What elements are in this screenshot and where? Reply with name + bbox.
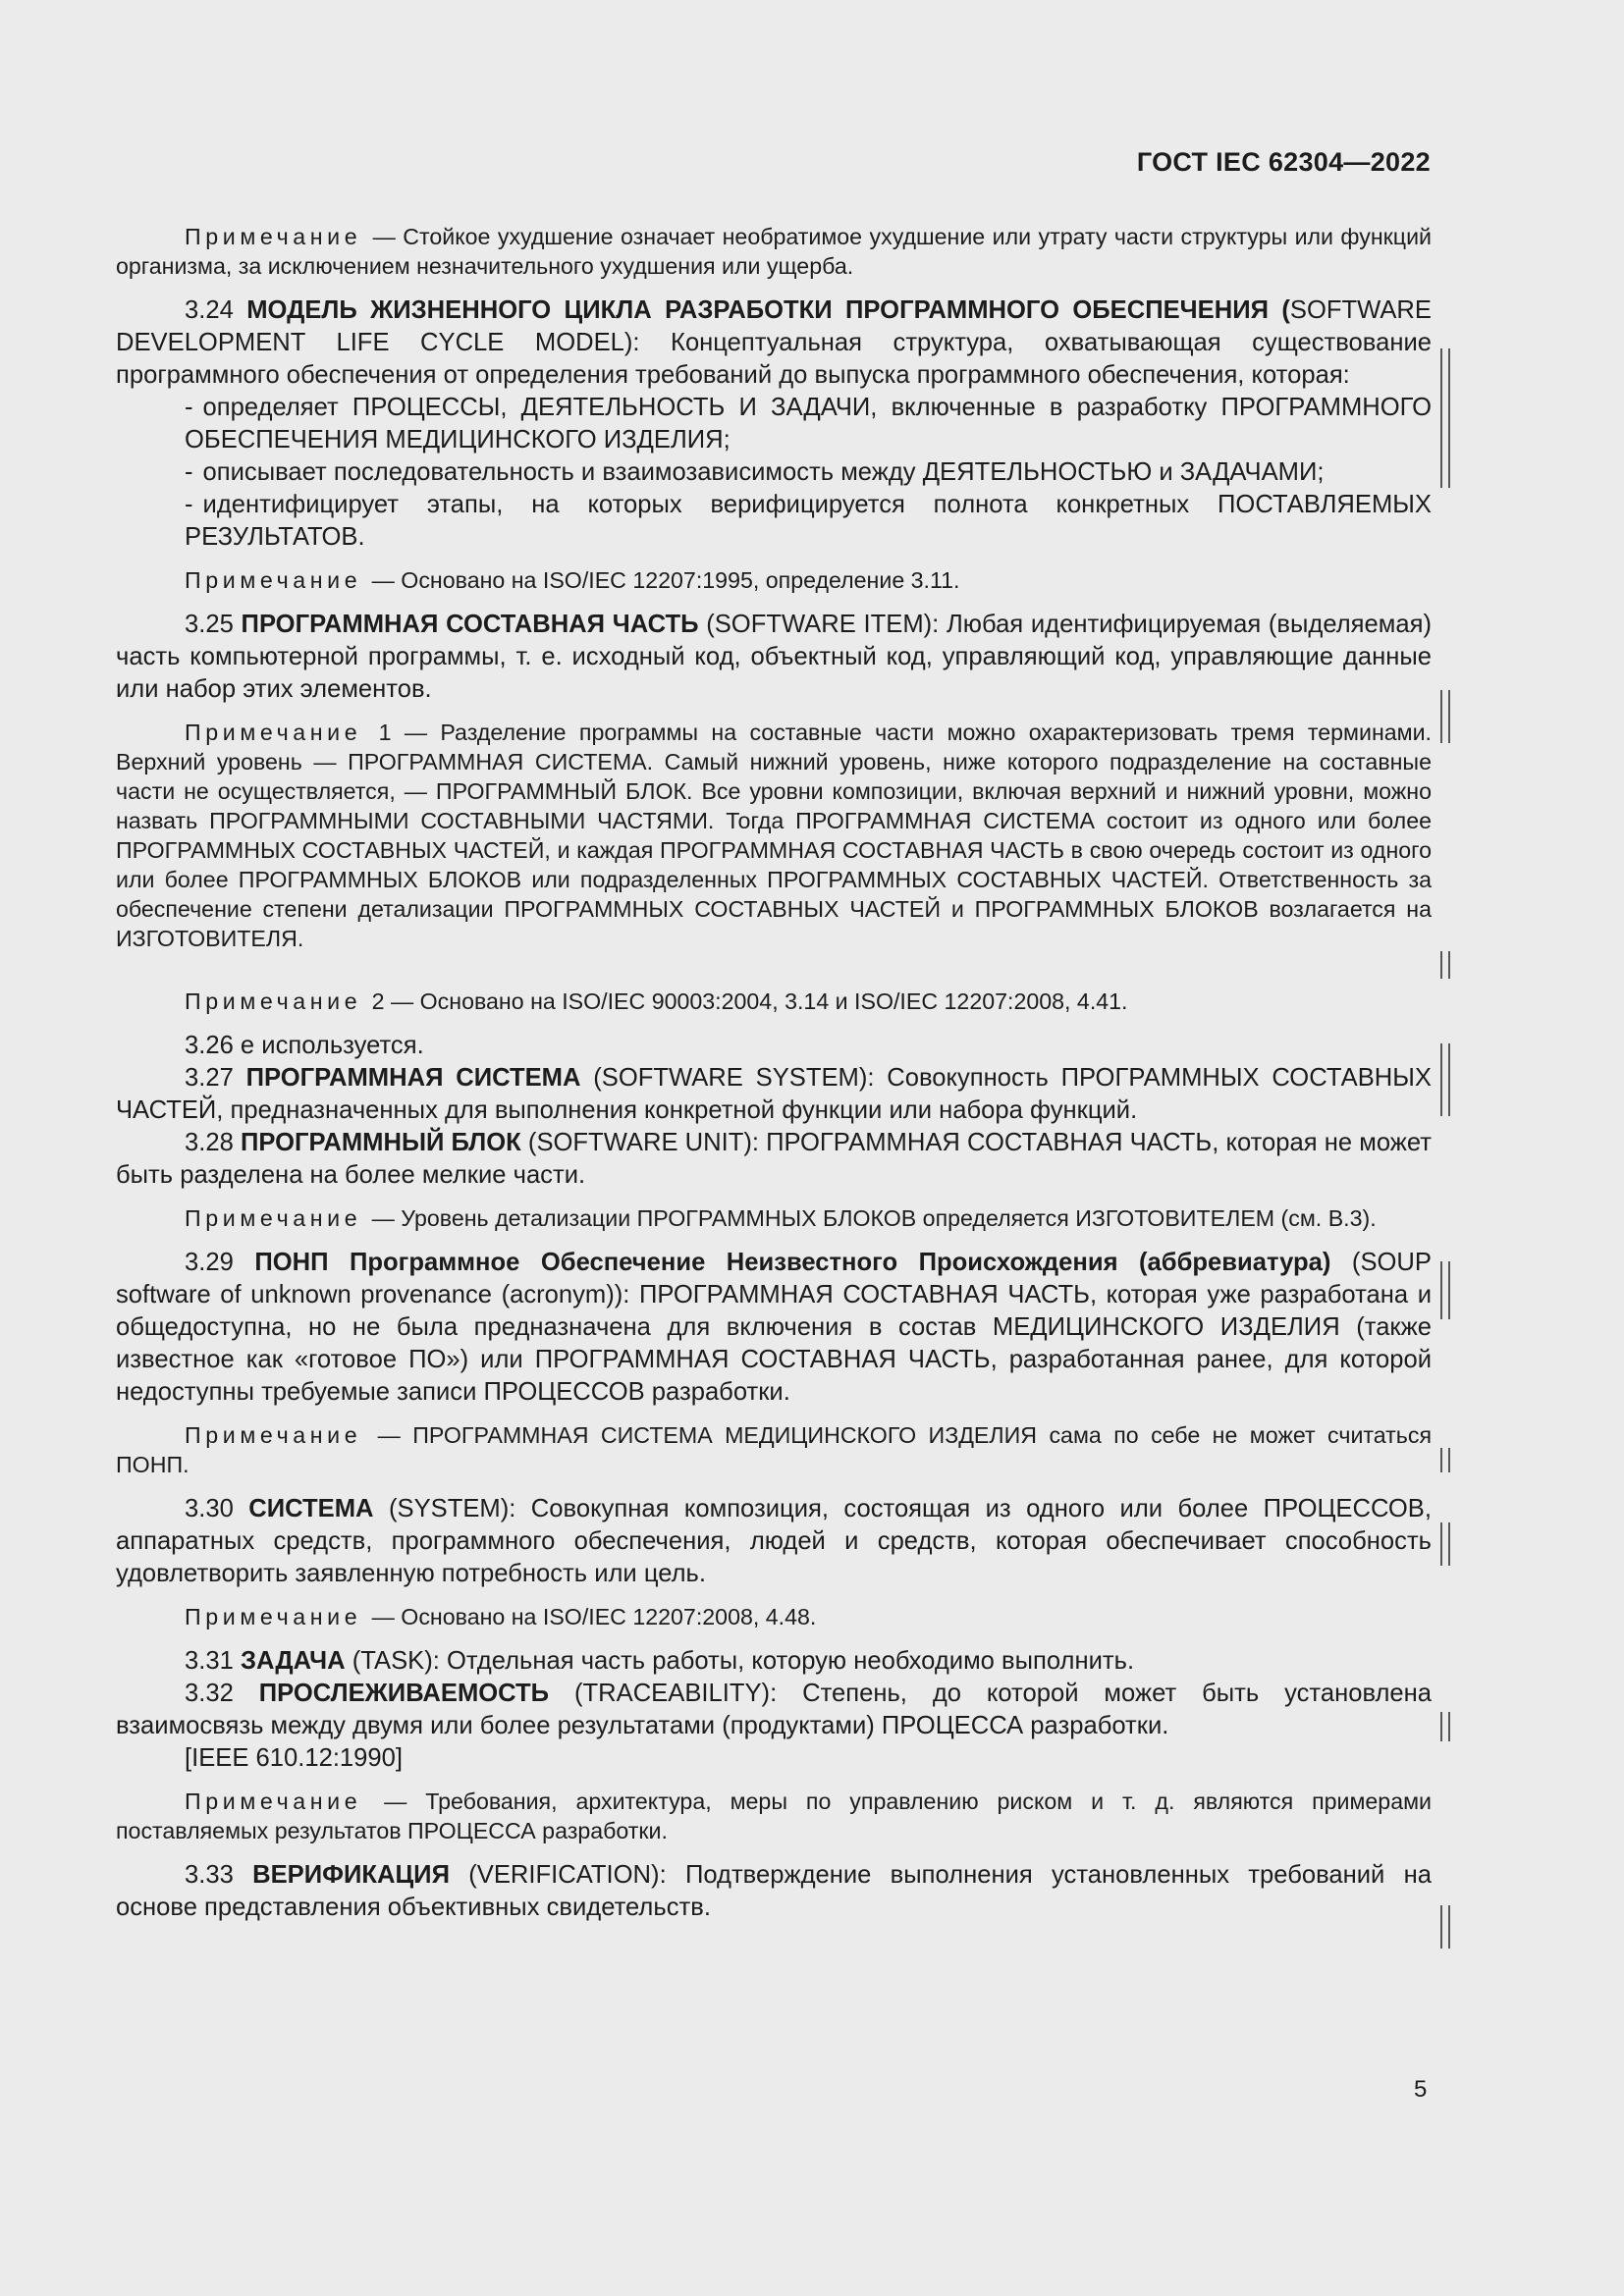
list-item: - описывает последовательность и взаимозависимость между ДЕЯТЕЛЬНОСТЬЮ и ЗАДАЧАМИ; [185,458,1325,486]
list-item-text: описывает последовательность и взаимозависимость между ДЕЯТЕЛЬНОСТЬЮ и ЗАДАЧАМИ; [202,458,1325,486]
definition-3-27 [116,1062,1432,1127]
clause-number: 3.30 [185,1495,234,1522]
revision-bar [1440,1448,1450,1472]
note [116,1787,1432,1845]
note [116,565,1432,595]
revision-bar [1440,1043,1450,1116]
definition-3-25 [116,609,1432,706]
term: ПРОГРАММНАЯ СИСТЕМА [245,1064,581,1092]
note [116,222,1432,281]
revision-bar [1440,951,1450,979]
definition-3-32 [116,1678,1432,1742]
revision-bar [1440,1261,1450,1319]
revision-bar [1440,1712,1450,1741]
list-item: - идентифицирует этапы, на которых верифицируется полнота конкретных ПОСТАВЛЯЕМЫХ РЕЗУЛЬТАТОВ. [185,491,1432,551]
definition-text: (SYSTEM): Совокупная композиция, состоящая из одного или более ПРОЦЕССОВ, аппаратных средств, программного обеспечения, людей и средств, которая обеспечивает способность удовлетворить заявленную потребность или цель. [116,1495,1432,1587]
definition-3-31 [116,1645,1432,1678]
note-label: Примечание [185,988,362,1014]
definition-3-30 [116,1493,1432,1590]
definition-text: (TASK): Отдельная часть работы, которую необходимо выполнить. [352,1647,1135,1675]
definition-text: (SOFTWARE SYSTEM): Совокупность ПРОГРАММНЫХ СОСТАВНЫХ ЧАСТЕЙ, предназначенных для выполнения конкретной функции или набора функций. [116,1064,1432,1124]
reference: [IEEE 610.12:1990] [185,1744,403,1772]
note [116,1420,1432,1479]
note-label: Примечание [185,1604,362,1629]
document-body [116,222,1432,1936]
clause-number: 3.25 [185,611,234,638]
term: МОДЕЛЬ ЖИЗНЕННОГО ЦИКЛА РАЗРАБОТКИ ПРОГРАММНОГО ОБЕСПЕЧЕНИЯ ( [246,296,1290,324]
definition-3-29 [116,1247,1432,1409]
term: СИСТЕМА [248,1495,374,1522]
definition-text: (SOUP software of unknown provenance (acronym)): ПРОГРАММНАЯ СОСТАВНАЯ ЧАСТЬ, которая уже разработана и общедоступна, но не была предназначена для включения в состав МЕДИЦИНСКОГО ИЗДЕЛИЯ (также известное как «готовое ПО») или ПРОГРАММНАЯ СОСТАВНАЯ ЧАСТЬ, разработанная ранее, для которой недоступны требуемые записи ПРОЦЕССОВ разработки. [116,1249,1432,1406]
note-text: — Уровень детализации ПРОГРАММНЫХ БЛОКОВ определяется ИЗГОТОВИТЕЛЕМ (см. В.3). [371,1205,1377,1231]
note-label: Примечание [185,224,362,249]
revision-bar [1440,1905,1450,1949]
list-item-text: идентифицирует этапы, на которых верифицируется полнота конкретных ПОСТАВЛЯЕМЫХ РЕЗУЛЬТАТОВ. [185,491,1432,551]
term: ПРОГРАММНАЯ СОСТАВНАЯ ЧАСТЬ [241,611,699,638]
clause-number: 3.31 [185,1647,234,1675]
note [116,718,1432,953]
clause-number: 3.29 [185,1249,234,1276]
definition-text: (TRACEABILITY): Степень, до которой может быть установлена взаимосвязь между двумя или более результатами (продуктами) ПРОЦЕССА разработки. [116,1680,1432,1739]
definition-3-28 [116,1127,1432,1192]
revision-bar [1440,690,1450,743]
note-text: — Требования, архитектура, меры по управлению риском и т. д. являются примерами поставляемых результатов ПРОЦЕССА разработки. [116,1789,1432,1843]
revision-bar [1440,1522,1450,1566]
note-label: Примечание [185,1422,362,1448]
clause-number: 3.24 [185,296,234,324]
note-label: Примечание [185,1205,362,1231]
note-label: Примечание [185,567,362,593]
note [116,1602,1432,1631]
note [116,987,1432,1016]
clause-number: 3.33 [185,1861,234,1889]
term: ВЕРИФИКАЦИЯ [252,1861,450,1889]
clause-number: 3.32 [185,1680,234,1707]
clause-number: 3.27 [185,1064,234,1092]
definition-3-33 [116,1859,1432,1924]
term: ПРОГРАММНЫЙ БЛОК [240,1129,521,1156]
term: ПРОСЛЕЖИВАЕМОСТЬ [258,1680,550,1707]
definition-3-26: 3.26 е используется. [185,1032,424,1059]
definition-text: (SOFTWARE UNIT): ПРОГРАММНАЯ СОСТАВНАЯ ЧАСТЬ, которая не может быть разделена на более мелкие части. [116,1129,1433,1189]
note-text: — ПРОГРАММНАЯ СИСТЕМА МЕДИЦИНСКОГО ИЗДЕЛИЯ сама по себе не может считаться ПОНП. [116,1422,1432,1477]
note-label: Примечание [185,720,362,745]
clause-number: 3.28 [185,1129,234,1156]
list-item-text: определяет ПРОЦЕССЫ, ДЕЯТЕЛЬНОСТЬ И ЗАДАЧИ, включенные в разработку ПРОГРАММНОГО ОБЕСПЕЧЕНИЯ МЕДИЦИНСКОГО ИЗДЕЛИЯ; [185,394,1432,454]
note-text: — Основано на ISO/IEC 12207:2008, 4.48. [371,1604,817,1629]
revision-bar [1440,348,1450,488]
definition-3-24 [116,294,1432,392]
definition-text: SOFTWARE DEVELOPMENT LIFE CYCLE MODEL): Концептуальная структура, охватывающая существование программного обеспечения от определения требований до выпуска программного обеспечения, которая: [116,296,1432,389]
document-header: ГОСТ IEC 62304—2022 [1136,147,1431,177]
term: ЗАДАЧА [240,1647,346,1675]
definition-text: (VERIFICATION): Подтверждение выполнения установленных требований на основе представления объективных свидетельств. [116,1861,1432,1921]
note [116,1203,1432,1233]
term: ПОНП Программное Обеспечение Неизвестного Происхождения (аббревиатура) [254,1249,1331,1276]
definition-text: (SOFTWARE ITEM): Любая идентифицируемая (выделяемая) часть компьютерной программы, т. е. исходный код, объектный код, управляющий код, управляющие данные или набор этих элементов. [116,611,1432,703]
note-text: — Основано на ISO/IEC 12207:1995, определение 3.11. [371,567,960,593]
page-number: 5 [1414,2076,1428,2103]
note-text: 2 — Основано на ISO/IEC 90003:2004, 3.14 и ISO/IEC 12207:2008, 4.41. [371,988,1128,1014]
note-text: 1 — Разделение программы на составные части можно охарактеризовать тремя терминами. Верхний уровень — ПРОГРАММНАЯ СИСТЕМА. Самый нижний уровень, ниже которого подразделение на составные части не осуществляется, — ПРОГРАММНЫЙ БЛОК. Все уровни композиции, включая верхний и нижний уровни, можно назвать ПРОГРАММНЫМИ СОСТАВНЫМИ ЧАСТЯМИ. Тогда ПРОГРАММНАЯ СИСТЕМА состоит из одного или более ПРОГРАММНЫХ СОСТАВНЫХ ЧАСТЕЙ, и каждая ПРОГРАММНАЯ СОСТАВНАЯ ЧАСТЬ в свою очередь состоит из одного или более ПРОГРАММНЫХ БЛОКОВ или подразделенных ПРОГРАММНЫХ СОСТАВНЫХ ЧАСТЕЙ. Ответственность за обеспечение степени детализации ПРОГРАММНЫХ СОСТАВНЫХ ЧАСТЕЙ и ПРОГРАММНЫХ БЛОКОВ возлагается на ИЗГОТОВИТЕЛЯ. [116,720,1432,951]
note-text: — Стойкое ухудшение означает необратимое ухудшение или утрату части структуры или функций организма, за исключением незначительного ухудшения или ущерба. [116,224,1432,279]
note-label: Примечание [185,1789,362,1814]
list-item: - определяет ПРОЦЕССЫ, ДЕЯТЕЛЬНОСТЬ И ЗАДАЧИ, включенные в разработку ПРОГРАММНОГО ОБЕСПЕЧЕНИЯ МЕДИЦИНСКОГО ИЗДЕЛИЯ; [185,394,1432,454]
